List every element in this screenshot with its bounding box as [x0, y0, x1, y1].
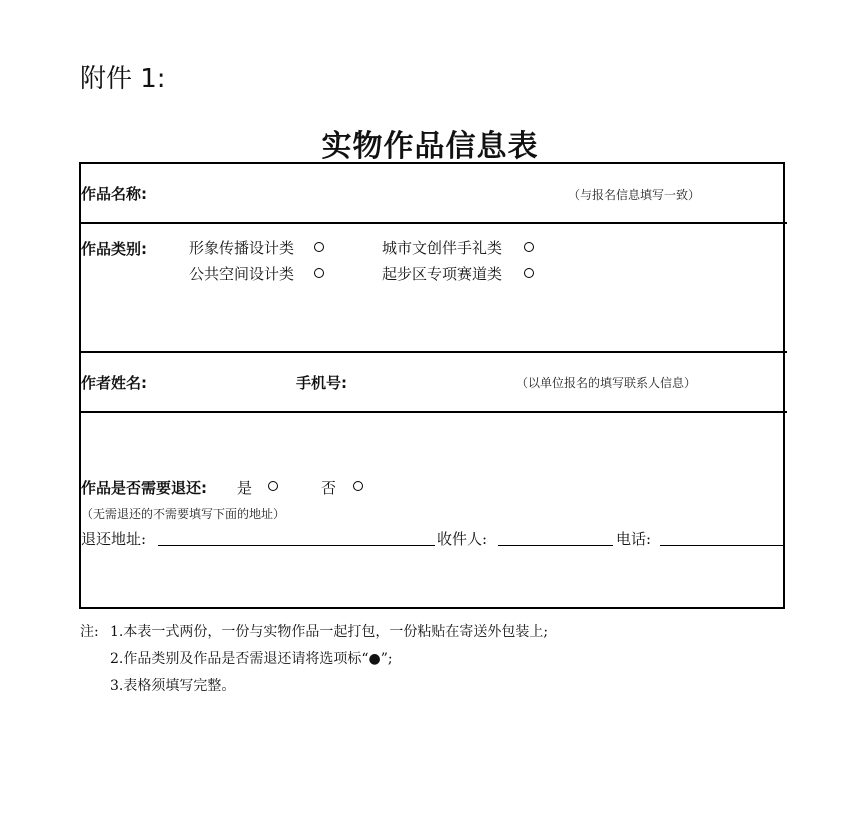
recipient-label: 收件人: [437, 530, 488, 548]
return-address-input-line[interactable] [158, 545, 435, 546]
form-title: 实物作品信息表 [321, 129, 539, 164]
return-no-radio-circle-icon[interactable] [353, 481, 363, 491]
category-option-label: 城市文创伴手礼类 [382, 239, 503, 257]
recipient-input-line[interactable] [498, 545, 613, 546]
notes-prefix: 注: [80, 624, 99, 640]
work-name-hint: （与报名信息填写一致） [568, 188, 701, 202]
return-question-label: 作品是否需要退还: [81, 479, 207, 497]
return-yes-label: 是 [237, 479, 253, 497]
row-divider [79, 411, 787, 413]
return-address-label: 退还地址: [81, 530, 147, 548]
phone-label: 手机号: [296, 374, 347, 392]
note-item: 1.本表一式两份，一份与实物作品一起打包，一份粘贴在寄送外包装上; [110, 624, 549, 640]
category-option-label: 形象传播设计类 [189, 239, 295, 257]
category-radio-circle-icon[interactable] [524, 268, 534, 278]
row-divider [79, 222, 787, 224]
category-option-label: 公共空间设计类 [189, 265, 295, 283]
author-hint: （以单位报名的填写联系人信息） [516, 376, 697, 390]
category-radio-circle-icon[interactable] [314, 242, 324, 252]
note-item: 3.表格须填写完整。 [110, 678, 236, 694]
attachment-label: 附件 1: [80, 64, 166, 94]
category-radio-circle-icon[interactable] [314, 268, 324, 278]
category-radio-circle-icon[interactable] [524, 242, 534, 252]
note-item: 2.作品类别及作品是否需退还请将选项标“●”; [110, 651, 393, 667]
return-hint: （无需退还的不需要填写下面的地址） [81, 507, 286, 521]
work-name-label: 作品名称: [81, 185, 147, 203]
author-name-label: 作者姓名: [81, 374, 147, 392]
return-no-label: 否 [321, 479, 337, 497]
category-option-label: 起步区专项赛道类 [382, 265, 503, 283]
return-phone-input-line[interactable] [660, 545, 784, 546]
row-divider [79, 351, 787, 353]
work-category-label: 作品类别: [81, 240, 147, 258]
return-yes-radio-circle-icon[interactable] [268, 481, 278, 491]
return-phone-label: 电话: [616, 530, 652, 548]
